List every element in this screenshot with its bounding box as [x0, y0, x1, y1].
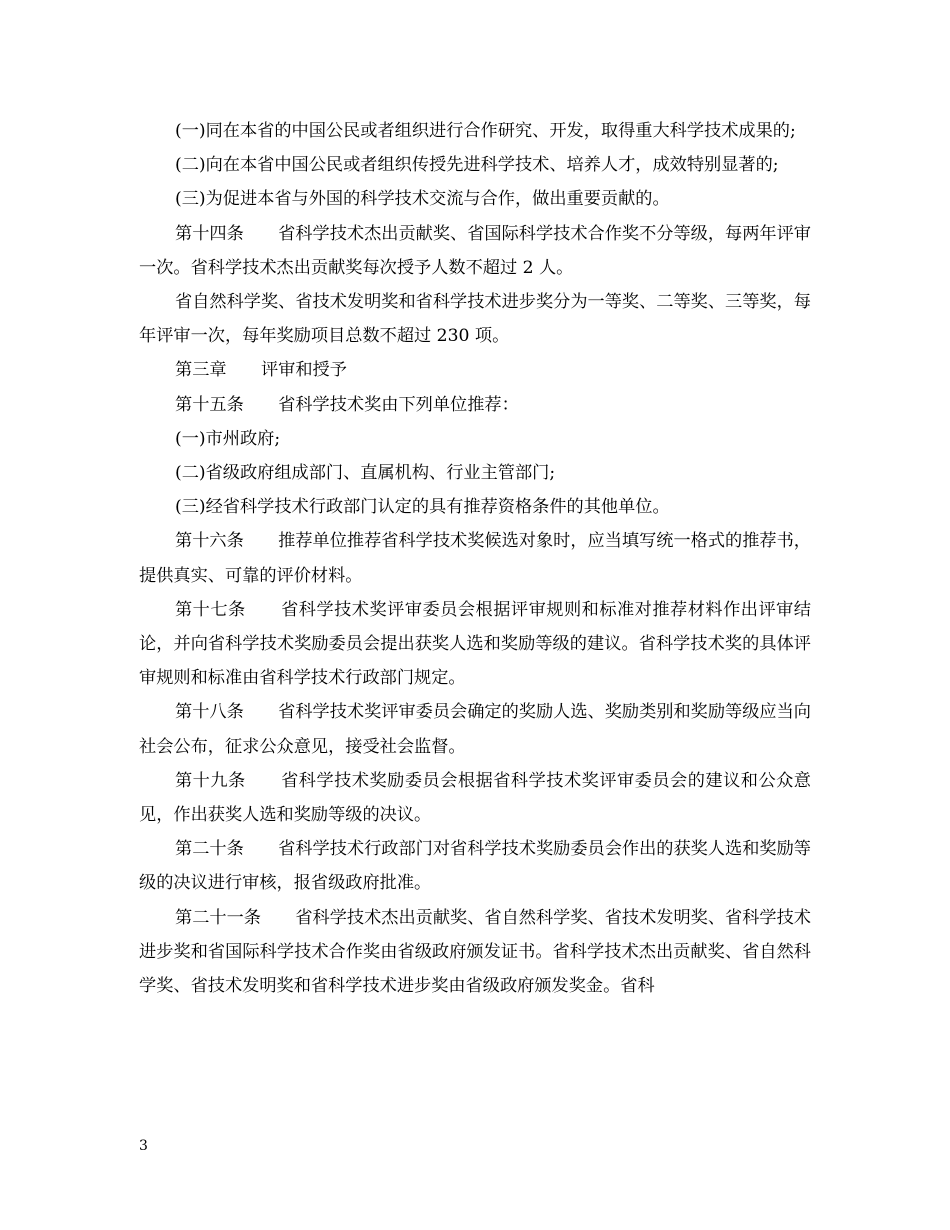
paragraph-1: (一)同在本省的中国公民或者组织进行合作研究、开发，取得重大科学技术成果的; [175, 121, 796, 141]
paragraph-5: 省自然科学奖、省技术发明奖和省科学技术进步奖分为一等奖、二等奖、三等奖，每年评审一次，每年奖励项目总数不超过 230 项。 [139, 292, 811, 347]
paragraph-10: (三)经省科学技术行政部门认定的具有推荐资格条件的其他单位。 [175, 497, 670, 518]
document-body [139, 114, 811, 1003]
paragraph-13: 第十八条 省科学技术奖评审委员会确定的奖励人选、奖励类别和奖励等级应当向社会公布，征求公众意见，接受社会监督。 [139, 702, 811, 757]
chapter-heading: 第三章 评审和授予 [175, 360, 347, 381]
paragraph-7: 第十五条 省科学技术奖由下列单位推荐： [175, 394, 519, 415]
paragraph-2: (二)向在本省中国公民或者组织传授先进科学技术、培养人才，成效特别显著的; [175, 155, 779, 176]
paragraph-16: 第二十一条 省科学技术杰出贡献奖、省自然科学奖、省技术发明奖、省科学技术进步奖和省国际科学技术合作奖由省级政府颁发证书。省科学技术杰出贡献奖、省自然科学奖、省技术发明奖和省科学技术进步奖由省级政府颁发奖金。省科 [139, 907, 811, 997]
paragraph-15: 第二十条 省科学技术行政部门对省科学技术奖励委员会作出的获奖人选和奖励等级的决议进行审核，报省级政府批准。 [139, 839, 811, 894]
paragraph-12: 第十七条 省科学技术奖评审委员会根据评审规则和标准对推荐材料作出评审结论，并向省科学技术奖励委员会提出获奖人选和奖励等级的建议。省科学技术奖的具体评审规则和标准由省科学技术行政部门规定。 [139, 599, 811, 689]
paragraph-3: (三)为促进本省与外国的科学技术交流与合作，做出重要贡献的。 [175, 189, 670, 210]
paragraph-11: 第十六条 推荐单位推荐省科学技术奖候选对象时，应当填写统一格式的推荐书，提供真实、可靠的评价材料。 [139, 531, 811, 586]
paragraph-14: 第十九条 省科学技术奖励委员会根据省科学技术奖评审委员会的建议和公众意见，作出获奖人选和奖励等级的决议。 [139, 770, 811, 826]
paragraph-9: (二)省级政府组成部门、直属机构、行业主管部门; [175, 463, 556, 484]
paragraph-8: (一)市州政府; [175, 428, 281, 449]
page-number: 3 [139, 1138, 148, 1154]
paragraph-4: 第十四条 省科学技术杰出贡献奖、省国际科学技术合作奖不分等级，每两年评审一次。省科学技术杰出贡献奖每次授予人数不超过 2 人。 [139, 223, 811, 278]
